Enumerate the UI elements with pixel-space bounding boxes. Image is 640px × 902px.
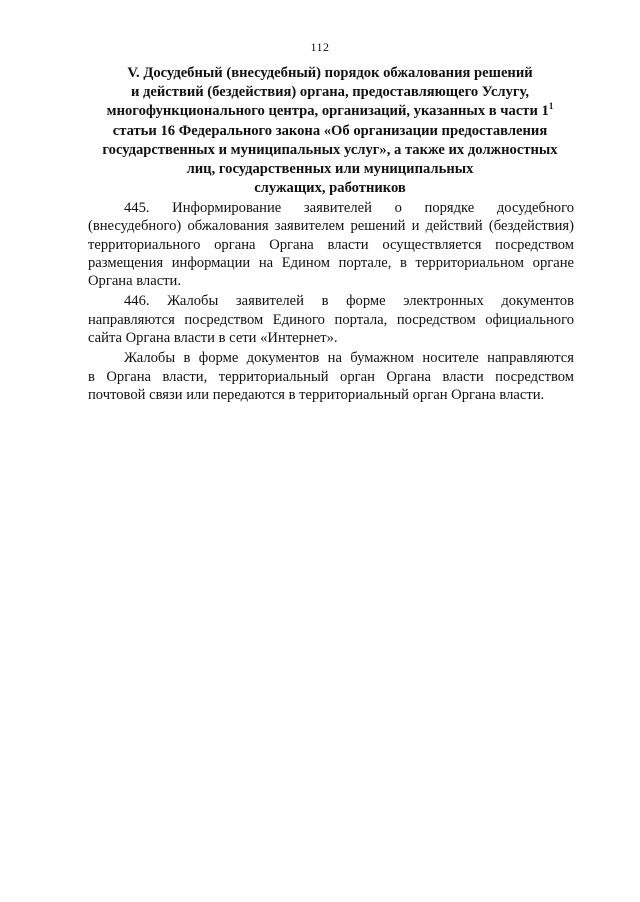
paragraph-line: (внесудебного) обжалования заявителем решений и действий (бездействия) [88, 218, 574, 235]
heading-line: статьи 16 Федерального закона «Об организации предоставления [112, 122, 548, 139]
paragraph-446-continued [88, 349, 574, 404]
paragraph-line: в Органа власти, территориальный орган Органа власти посредством [88, 368, 574, 385]
paragraph-446 [88, 292, 574, 347]
paragraph-line: 445. Информирование заявителей о порядке досудебного [124, 200, 574, 216]
heading-line: лиц, государственных или муниципальных [186, 161, 474, 178]
body-text [88, 199, 574, 406]
paragraph-445 [88, 199, 574, 290]
section-heading [80, 64, 580, 198]
footnote-superscript: 1 [548, 101, 554, 112]
heading-line: V. Досудебный (внесудебный) порядок обжалования решений [127, 65, 533, 81]
paragraph-line: почтовой связи или передаются в территориальный орган Органа власти. [88, 386, 545, 403]
heading-line: государственных и муниципальных услуг», а также их должностных [102, 141, 558, 158]
paragraph-line: Жалобы в форме документов на бумажном носителе направляются [124, 350, 574, 367]
heading-line [80, 102, 580, 121]
paragraph-line: территориального органа Органа власти осуществляется посредством [88, 236, 574, 253]
heading-line: и действий (бездействия) органа, предоставляющего Услугу, [130, 84, 530, 101]
page-number: 112 [310, 40, 330, 54]
paragraph-line: сайта Органа власти в сети «Интернет». [88, 330, 338, 347]
paragraph-line: направляются посредством Единого портала, посредством официального [88, 311, 574, 328]
heading-line: служащих, работников [254, 180, 406, 197]
paragraph-line: 446. Жалобы заявителей в форме электронных документов [124, 293, 574, 310]
paragraph-line: Органа власти. [88, 273, 182, 290]
paragraph-line: размещения информации на Едином портале, в территориальном органе [88, 254, 574, 271]
heading-line-text: многофункционального центра, организаций, указанных в части 1 [106, 103, 549, 120]
